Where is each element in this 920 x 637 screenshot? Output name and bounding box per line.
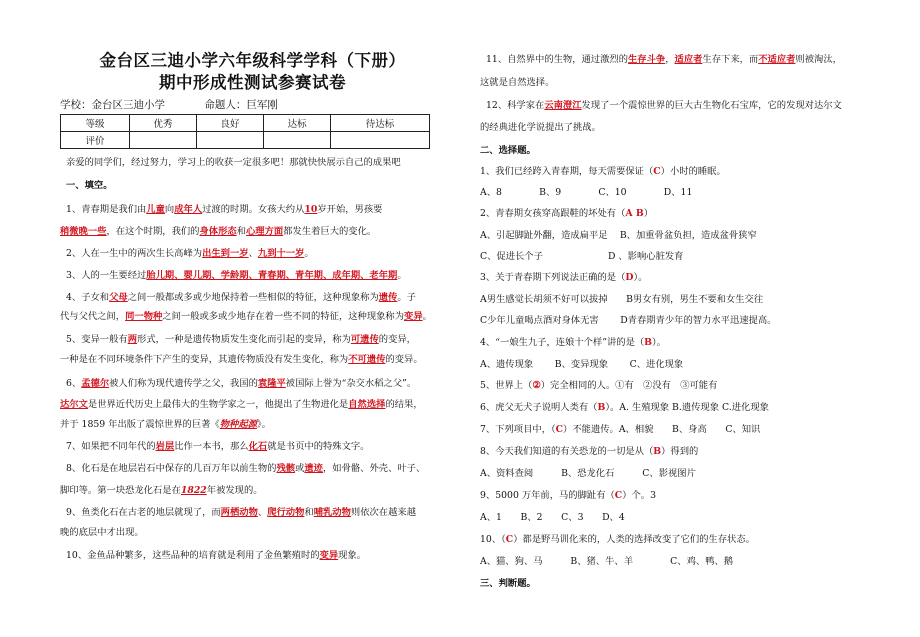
- c9-options: A、1 B、2 C、3 D、4: [480, 512, 625, 523]
- q5-line1: 5、变异一般有两形式，一种是遗传物质发生变化而引起的变异，称为可遗传的变异，: [66, 334, 416, 345]
- c7: 7、下列项目中，（C）不能遗传。A、相貌 B、身高 C、知识: [480, 424, 761, 435]
- c9: 9、5000 万年前，马的脚趾有（C）个。3: [480, 490, 657, 501]
- c8-options: A、资料查阅 B、恐龙化石 C、影视图片: [480, 468, 696, 479]
- q12-line2: 的经典进化学说提出了挑战。: [480, 122, 601, 133]
- intro-text: 亲爱的同学们，经过努力，学习上的收获一定很多吧！那就快快展示自己的成果吧: [66, 157, 401, 168]
- table-row: [61, 132, 430, 149]
- q12-line1: 12、科学家在云南澄江发现了一个震惊世界的巨大古生物化石宝库，它的发现对达尔文: [486, 100, 842, 111]
- c4-options: A、遗传现象 B、变异现象 C、进化现象: [480, 359, 684, 370]
- title-line1: 金台区三迪小学六年级科学学科（下册）: [99, 51, 406, 70]
- grade-label: 等级: [61, 115, 130, 132]
- c1-options: A、8 B、9 C、10 D、11: [480, 187, 693, 198]
- c3-options-1: A男生感觉长胡须不好可以拔掉 B男女有别，男生不要和女生交往: [480, 294, 764, 305]
- evaluation-cell: [197, 132, 264, 149]
- evaluation-label: 评价: [61, 132, 130, 149]
- q5-line2: 一种是在不同环境条件下产生的变异，其遗传物质没有发生变化，称为不可遗传的变异。: [60, 354, 423, 365]
- q4-line2: 代与父代之间，同一物种之间一般或多或少地存在着一些不同的特征，这种现象称为变异。: [60, 311, 432, 322]
- evaluation-cell: [331, 132, 430, 149]
- q10: 10、金鱼品种繁多，这些品种的培育就是利用了金鱼繁殖时的变异现象。: [66, 550, 367, 561]
- c3-options-2: C少年儿童喝点酒对身体无害 D青春期青少年的智力水平迅速提高。: [480, 315, 777, 326]
- q8-line2: 脚印等。第一块恐龙化石是在1822年被发现的。: [60, 485, 263, 496]
- q9-line2: 晚的底层中才出现。: [60, 527, 144, 538]
- c2-options-1: A、引起脚趾外翻，造成扁平足 B、加重骨盆负担，造成盆骨狭窄: [480, 230, 757, 241]
- q6-line1: 6、孟德尔被人们称为现代遗传学之父，我国的袁隆平被国际上誉为“杂交水稻之父”。: [66, 378, 417, 389]
- q3: 3、人的一生要经过胎儿期、婴儿期、学龄期、青春期、青年期、成年期、老年期。: [66, 270, 407, 281]
- c1: 1、我们已经跨入青春期，每天需要保证（C）小时的睡眠。: [480, 166, 726, 177]
- section-judge-heading: 三、判断题。: [480, 578, 536, 589]
- q9-line1: 9、鱼类化石在古老的地层就现了，而两栖动物、爬行动物和哺乳动物则依次在越来越: [66, 507, 416, 518]
- table-row: [61, 115, 430, 132]
- grade-good: 良好: [197, 115, 264, 132]
- c2: 2、青春期女孩穿高跟鞋的坏处有（A B）: [480, 208, 653, 219]
- c10: 10、（C）都是野马训化来的，人类的选择改变了它们的生存状态。: [480, 534, 755, 545]
- q11-line2: 这就是自然选择。: [480, 77, 555, 88]
- section-fill-heading: 一、填空。: [66, 180, 113, 191]
- q1-line2: 稍微晚一些，在这个时期，我们的身体形态和心理方面都发生着巨大的变化。: [60, 226, 377, 237]
- c3: 3、关于青春期下列说法正确的是（D）。: [480, 272, 648, 283]
- q4-line1: 4、子女和父母之间一般都或多或少地保持着一些相似的特征，这种现象称为遗传。子: [66, 292, 416, 303]
- grade-table: [60, 114, 430, 149]
- evaluation-cell: [264, 132, 331, 149]
- evaluation-cell: [130, 132, 197, 149]
- c6: 6、虎父无犬子说明人类有（B）。A. 生殖现象 B.遗传现象 C.进化现象: [480, 402, 769, 413]
- school-label: 学校：金台区三迪小学: [60, 99, 165, 111]
- q6-line2: 达尔文是世界近代历史上最伟大的生物学家之一，他提出了生物进化是自然选择的结果，: [60, 399, 423, 410]
- q7: 7、如果把不同年代的岩层比作一本书，那么化石就是书页中的特殊文字。: [66, 441, 370, 452]
- grade-excellent: 优秀: [130, 115, 197, 132]
- c10-options: A、猫、狗、马 B、猪、牛、羊 C、鸡、鸭、鹅: [480, 556, 734, 567]
- title-line2: 期中形成性测试参赛试卷: [159, 73, 346, 92]
- q11-line1: 11、自然界中的生物，通过激烈的生存斗争，适应者生存下来，而不适应者则被淘汰，: [486, 54, 842, 65]
- grade-needs-work: 待达标: [331, 115, 430, 132]
- q8-line1: 8、化石是在地层岩石中保存的几百万年以前生物的残骸或遗迹，如骨骼、外壳、叶子、: [66, 463, 426, 474]
- c4: 4、“一娘生九子，连娘十个样”讲的是（B）。: [480, 337, 666, 348]
- author-label: 命题人：巨军刚: [204, 99, 278, 111]
- q6-line3: 并于 1859 年出版了震惊世界的巨著《物种起源》。: [60, 419, 271, 430]
- meta-line: [60, 97, 314, 112]
- c5: 5、世界上（②）完全相同的人。①有 ②没有 ③可能有: [480, 380, 718, 391]
- section-choice-heading: 二、选择题。: [480, 145, 536, 156]
- grade-pass: 达标: [264, 115, 331, 132]
- q2: 2、人在一生中的两次生长高峰为出生到一岁、九到十一岁。: [66, 248, 314, 259]
- c8: 8、今天我们知道的有关恐龙的一切是从（B）得到的: [480, 446, 699, 457]
- q1-line1: 1、青春期是我们由儿童向成年人过渡的时期。女孩大约从10岁开始，男孩要: [66, 204, 383, 215]
- c2-options-2: C、促进长个子 D 、影响心脏发育: [480, 251, 684, 262]
